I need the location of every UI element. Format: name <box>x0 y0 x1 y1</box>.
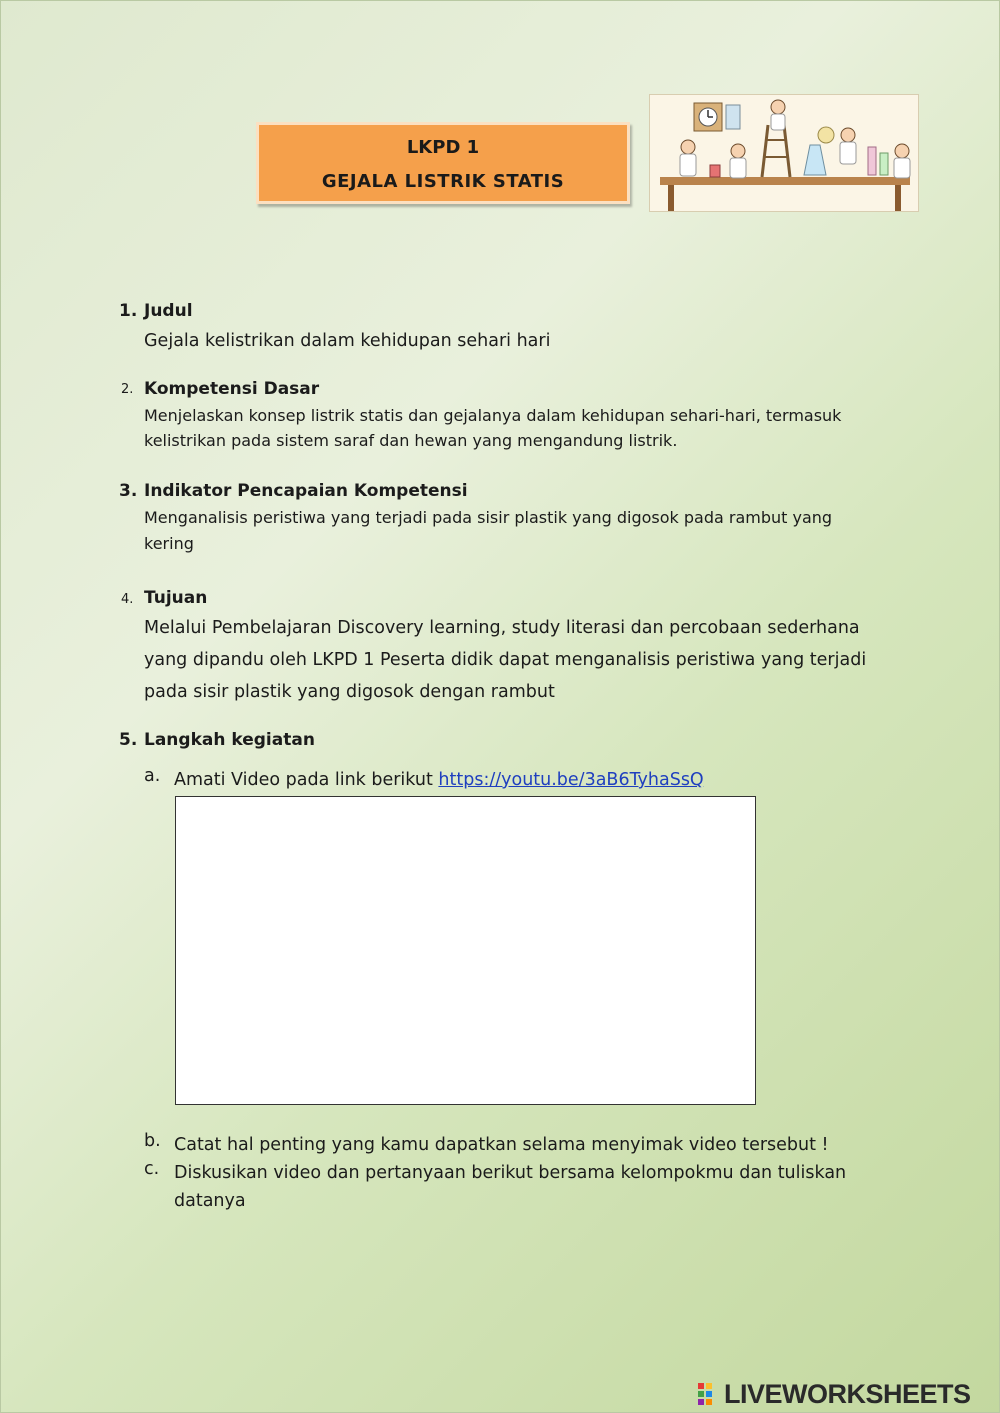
title-line-2: GEJALA LISTRIK STATIS <box>321 171 565 192</box>
lab-scientists-illustration <box>649 94 919 212</box>
liveworksheets-logo <box>698 1379 971 1409</box>
section-2-body-line-1: Menjelaskan konsep listrik statis dan gejalanya dalam kehidupan sehari-hari, termasuk <box>144 406 842 425</box>
liveworksheets-wordmark: LIVEWORKSHEETS <box>724 1378 971 1409</box>
step-a-text <box>174 766 914 794</box>
step-a-label: a. <box>144 766 161 786</box>
section-5-number: 5. <box>119 730 138 750</box>
section-4-body-line-1: Melalui Pembelajaran Discovery learning, study literasi dan percobaan sederhana <box>144 618 860 638</box>
section-3-heading: Indikator Pencapaian Kompetensi <box>144 481 468 501</box>
section-4-body-line-3: pada sisir plastik yang digosok dengan rambut <box>144 682 555 702</box>
step-c-label: c. <box>144 1159 160 1179</box>
section-4-body-line-2: yang dipandu oleh LKPD 1 Peserta didik dapat menganalisis peristiwa yang terjadi <box>144 650 867 670</box>
title-box <box>256 122 630 204</box>
section-3-body-line-2: kering <box>144 534 194 553</box>
lab-scene-svg <box>650 95 919 212</box>
section-5-heading: Langkah kegiatan <box>144 730 315 750</box>
section-2-body-line-2: kelistrikan pada sistem saraf dan hewan yang mengandung listrik. <box>144 431 678 450</box>
section-4-number: 4. <box>121 592 134 607</box>
section-4-heading: Tujuan <box>144 588 208 608</box>
step-b-text: Catat hal penting yang kamu dapatkan selama menyimak video tersebut ! <box>174 1135 829 1155</box>
step-a-instruction: Amati Video pada link berikut <box>174 770 439 790</box>
section-1-heading: Judul <box>144 301 193 321</box>
step-c-text-line-2: datanya <box>174 1191 246 1211</box>
video-embed-area[interactable] <box>175 796 756 1105</box>
section-1-body: Gejala kelistrikan dalam kehidupan sehari hari <box>144 331 551 351</box>
title-line-1: LKPD 1 <box>406 137 480 158</box>
section-3-number: 3. <box>119 481 138 501</box>
section-3-body-line-1: Menganalisis peristiwa yang terjadi pada sisir plastik yang digosok pada rambut yang <box>144 508 833 527</box>
section-1-number: 1. <box>119 301 138 321</box>
step-c-text-line-1: Diskusikan video dan pertanyaan berikut bersama kelompokmu dan tuliskan <box>174 1163 847 1183</box>
liveworksheets-icon <box>698 1381 720 1407</box>
video-link[interactable]: https://youtu.be/3aB6TyhaSsQ <box>438 770 704 790</box>
section-2-heading: Kompetensi Dasar <box>144 379 320 399</box>
section-2-number: 2. <box>121 382 134 397</box>
step-b-label: b. <box>144 1131 161 1151</box>
